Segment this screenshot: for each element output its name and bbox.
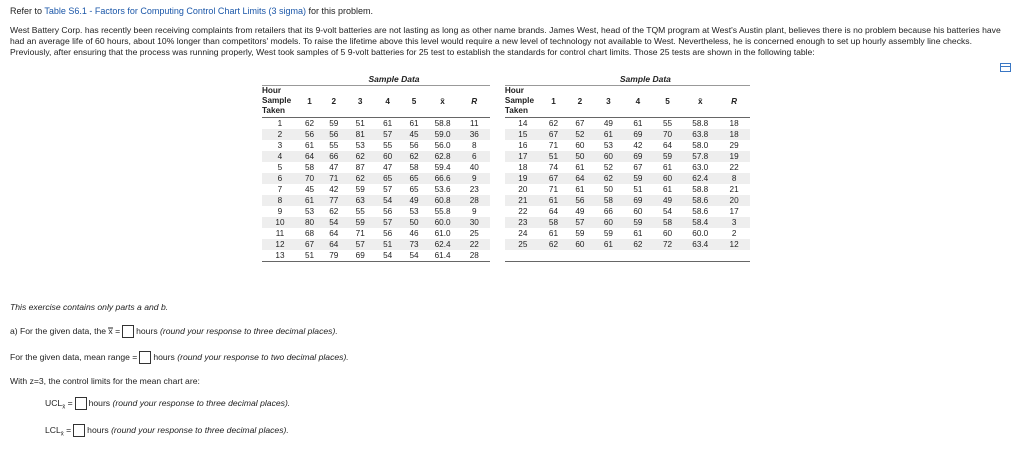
sample-value-cell: 79 — [321, 250, 346, 262]
table-row — [262, 228, 750, 239]
sample-value-cell: 67 — [298, 239, 321, 250]
table-view-icon[interactable] — [1000, 63, 1011, 72]
column-header-row — [262, 86, 750, 118]
sample-value-cell: 67 — [541, 173, 566, 184]
mean-cell: 60.0 — [427, 217, 459, 228]
sample-value-cell: 56 — [409, 140, 419, 150]
hour-cell: 22 — [518, 206, 528, 216]
sample-value-cell: 51 — [346, 118, 373, 130]
sample-value-cell: 56 — [383, 206, 393, 216]
range-cell: 22 — [458, 239, 490, 250]
column-header: 2 — [321, 86, 346, 118]
sample-value-cell: 56 — [298, 129, 321, 140]
mean-cell: 60.8 — [427, 195, 459, 206]
sample-value-cell: 70 — [298, 173, 321, 184]
sample-value-cell: 50 — [401, 217, 426, 228]
column-header: 3 — [594, 86, 624, 118]
sample-value-cell: 62 — [623, 239, 653, 250]
sample-value-cell: 58 — [594, 195, 624, 206]
range-hint: (round your response to two decimal places). — [177, 351, 349, 362]
sample-value-cell: 64 — [548, 206, 559, 216]
range-cell: 9 — [471, 206, 477, 216]
sample-value-cell: 71 — [548, 184, 559, 194]
sample-value-cell: 58 — [409, 162, 419, 172]
gap-cell — [490, 151, 505, 162]
ucl-equals: = — [65, 397, 73, 408]
sample-value-cell: 60 — [594, 151, 624, 162]
sample-value-cell: 60 — [633, 206, 643, 216]
sample-value-cell: 56 — [321, 129, 346, 140]
sample-value-cell: 51 — [298, 250, 321, 262]
sample-value-cell: 54 — [401, 250, 426, 262]
range-cell: 11 — [458, 118, 490, 130]
hour-cell: 23 — [505, 217, 541, 228]
sample-value-cell: 59 — [321, 118, 346, 130]
sample-value-cell: 61 — [662, 162, 673, 172]
column-header: R — [458, 86, 490, 118]
lcl-hint: (round your response to three decimal places). — [111, 424, 289, 435]
mean-cell: 62.4 — [682, 173, 718, 184]
sample-value-cell: 61 — [541, 195, 566, 206]
mean-cell: 63.4 — [682, 239, 718, 250]
sample-value-cell: 42 — [633, 140, 643, 150]
sample-value-cell: 46 — [409, 228, 419, 238]
sample-value-cell: 77 — [321, 195, 346, 206]
sample-value-cell: 54 — [662, 206, 673, 216]
sample-value-cell: 65 — [401, 173, 426, 184]
mean-cell: 62.8 — [427, 151, 459, 162]
column-header: 5 — [401, 86, 426, 118]
range-cell: 9 — [458, 173, 490, 184]
sample-value-cell: 54 — [321, 217, 346, 228]
range-cell: 28 — [458, 250, 490, 262]
mean-cell: 63.0 — [692, 162, 709, 172]
range-cell: 17 — [729, 206, 739, 216]
sample-value-cell: 62 — [401, 151, 426, 162]
hour-cell: 17 — [505, 151, 541, 162]
sample-value-cell: 53 — [304, 206, 315, 216]
sample-value-cell: 50 — [603, 184, 613, 194]
sample-value-cell: 51 — [633, 184, 643, 194]
sample-data-label-right: Sample Data — [541, 73, 750, 86]
sample-value-cell: 55 — [383, 140, 393, 150]
hour-cell: 21 — [505, 195, 541, 206]
sample-value-cell: 57 — [346, 239, 373, 250]
sample-value-cell: 87 — [355, 162, 365, 172]
column-header: 2 — [566, 86, 593, 118]
gap-cell — [490, 184, 505, 195]
sample-value-cell: 50 — [566, 151, 593, 162]
sample-value-cell: 69 — [623, 151, 653, 162]
mean-cell: 58.6 — [682, 195, 718, 206]
hour-cell: 19 — [505, 173, 541, 184]
sample-value-cell: 64 — [321, 239, 346, 250]
question-a-unit: hours — [136, 325, 158, 336]
empty-cell — [566, 250, 593, 262]
gap-cell — [490, 195, 505, 206]
column-header: 4 — [623, 86, 653, 118]
exercise-note — [10, 302, 168, 312]
sample-value-cell: 74 — [548, 162, 559, 172]
range-cell: 29 — [729, 140, 739, 150]
hour-cell: 10 — [262, 217, 298, 228]
sample-value-cell: 61 — [594, 129, 624, 140]
table-row — [262, 151, 750, 162]
ucl-unit: hours — [88, 397, 111, 408]
hour-cell: 18 — [518, 162, 528, 172]
sample-value-cell: 45 — [401, 129, 426, 140]
sample-value-cell: 73 — [401, 239, 426, 250]
column-header: Hour Sample Taken — [505, 86, 541, 118]
gap-cell — [490, 86, 505, 118]
gap-cell — [490, 228, 505, 239]
range-cell: 23 — [469, 184, 479, 194]
sample-value-cell: 67 — [566, 118, 593, 130]
sample-value-cell: 53 — [409, 206, 419, 216]
reference-suffix: for this problem. — [305, 6, 373, 16]
empty-cell — [541, 250, 566, 262]
table-row — [262, 206, 750, 217]
column-header: 1 — [298, 86, 321, 118]
mean-cell: 63.8 — [682, 129, 718, 140]
sample-value-cell: 58 — [541, 217, 566, 228]
column-header: x̄ — [682, 86, 718, 118]
sample-value-cell: 59 — [603, 228, 613, 238]
sample-value-cell: 52 — [603, 162, 613, 172]
mean-cell: 53.6 — [434, 184, 451, 194]
mean-cell: 59.4 — [434, 162, 451, 172]
lcl-label: LCL — [45, 424, 61, 435]
sample-value-cell: 57 — [383, 184, 393, 194]
sample-value-cell: 60 — [566, 239, 593, 250]
hour-cell: 14 — [505, 118, 541, 130]
sample-value-cell: 69 — [623, 129, 653, 140]
gap-cell — [490, 217, 505, 228]
gap-cell — [490, 140, 505, 151]
sample-value-cell: 61 — [575, 162, 585, 172]
hour-cell: 3 — [277, 140, 283, 150]
mean-cell: 61.4 — [427, 250, 459, 262]
gap-cell — [490, 118, 505, 130]
column-header: 1 — [541, 86, 566, 118]
hour-cell: 16 — [518, 140, 528, 150]
ucl-answer-input[interactable] — [75, 397, 87, 410]
mean-cell: 58.8 — [427, 118, 459, 130]
range-cell: 20 — [718, 195, 750, 206]
hour-cell: 25 — [505, 239, 541, 250]
range-cell: 22 — [729, 162, 739, 172]
mean-cell: 62.4 — [427, 239, 459, 250]
hour-cell: 4 — [262, 151, 298, 162]
ucl-hint: (round your response to three decimal places). — [112, 397, 291, 408]
sample-value-cell: 59 — [346, 217, 373, 228]
sample-value-cell: 51 — [541, 151, 566, 162]
table-row — [262, 239, 750, 250]
hour-cell: 8 — [262, 195, 298, 206]
sample-value-cell: 62 — [329, 206, 339, 216]
sample-value-cell: 55 — [329, 140, 339, 150]
hour-cell: 13 — [262, 250, 298, 262]
gap-cell — [490, 162, 505, 173]
gap-cell — [490, 73, 505, 86]
sample-value-cell: 57 — [374, 217, 401, 228]
mean-cell: 58.8 — [692, 184, 709, 194]
gap-cell — [490, 173, 505, 184]
range-cell: 18 — [718, 129, 750, 140]
empty-cell — [594, 250, 624, 262]
sample-value-cell: 57 — [374, 129, 401, 140]
blank-cell — [505, 73, 541, 86]
lcl-question — [45, 424, 289, 437]
question-a-prefix: a) For the given data, the x̿ = — [10, 325, 121, 336]
sample-value-cell: 58 — [304, 162, 315, 172]
sample-value-cell: 80 — [298, 217, 321, 228]
range-cell: 28 — [458, 195, 490, 206]
question-a-hint: (round your response to three decimal places). — [160, 325, 338, 336]
problem-reference — [10, 6, 373, 16]
sample-value-cell: 59 — [623, 173, 653, 184]
sample-value-cell: 63 — [346, 195, 373, 206]
range-cell: 18 — [718, 118, 750, 130]
sample-value-cell: 62 — [346, 151, 373, 162]
sample-value-cell: 47 — [383, 162, 393, 172]
mean-cell: 58.8 — [682, 118, 718, 130]
sample-value-cell: 71 — [321, 173, 346, 184]
sample-value-cell: 47 — [329, 162, 339, 172]
sample-value-cell: 68 — [304, 228, 315, 238]
mean-cell: 59.0 — [427, 129, 459, 140]
range-cell: 40 — [469, 162, 479, 172]
mean-cell: 55.8 — [434, 206, 451, 216]
sample-value-cell: 49 — [594, 118, 624, 130]
table-row — [262, 184, 750, 195]
empty-cell — [505, 250, 541, 262]
table-row — [262, 250, 750, 262]
sample-value-cell: 61 — [374, 118, 401, 130]
sample-value-cell: 64 — [566, 173, 593, 184]
range-cell: 3 — [718, 217, 750, 228]
sample-value-cell: 53 — [603, 140, 613, 150]
sample-value-cell: 64 — [662, 140, 673, 150]
sample-value-cell: 81 — [346, 129, 373, 140]
sample-value-cell: 49 — [575, 206, 585, 216]
exercise-note-text: This exercise contains only parts a and b. — [10, 302, 169, 312]
mean-cell: 56.0 — [434, 140, 451, 150]
sample-value-cell: 53 — [355, 140, 365, 150]
factors-table-link[interactable]: Table S6.1 - Factors for Computing Control Chart Limits (3 sigma) — [44, 6, 306, 16]
range-cell: 2 — [731, 228, 737, 238]
sample-value-cell: 69 — [623, 195, 653, 206]
table-row — [262, 173, 750, 184]
sample-value-cell: 54 — [374, 250, 401, 262]
question-range — [10, 351, 349, 364]
sample-data-label-left: Sample Data — [298, 73, 490, 86]
mean-cell: 66.6 — [427, 173, 459, 184]
reference-prefix: Refer to — [10, 6, 45, 16]
mean-cell: 58.4 — [682, 217, 718, 228]
sample-value-cell: 67 — [633, 162, 643, 172]
sample-value-cell: 59 — [623, 217, 653, 228]
table-row — [262, 140, 750, 151]
problem-description: West Battery Corp. has recently been receiving complaints from retailers that its 9-volt batteries are not lasting as long as other name brands. James West, head of the TQM program at West's Austin plant, believes there is no problem because his batteries have had an average life of 60 hours, about 10% longer than competitors' models. To raise the lifetime above this level would require a new level of technology not available to West. Nevertheless, he is concerned enough to set up hourly assembly line checks. Previously, after ensuring that the process was running properly, West took samples of 5 9-volt batteries for 25 test to establish the standards for control chart limits. Those 25 tests are shown in the following table: — [10, 25, 1001, 57]
control-limits-intro: With z=3, the control limits for the mean chart are: — [10, 376, 200, 386]
hour-cell: 9 — [277, 206, 283, 216]
sample-value-cell: 61 — [298, 195, 321, 206]
column-header: x̄ — [427, 86, 459, 118]
sample-value-cell: 61 — [633, 228, 643, 238]
column-header: 5 — [653, 86, 683, 118]
sample-value-cell: 61 — [401, 118, 426, 130]
blank-cell — [262, 73, 298, 86]
sample-value-cell: 55 — [653, 118, 683, 130]
sample-value-cell: 72 — [653, 239, 683, 250]
sample-value-cell: 56 — [383, 228, 393, 238]
hour-cell: 12 — [262, 239, 298, 250]
sample-value-cell: 61 — [594, 239, 624, 250]
table-row — [262, 129, 750, 140]
table-row — [262, 118, 750, 130]
column-header: Hour Sample Taken — [262, 86, 298, 118]
ucl-label: UCL — [45, 397, 63, 408]
sample-value-cell: 62 — [298, 118, 321, 130]
range-cell: 30 — [458, 217, 490, 228]
sample-value-cell: 45 — [304, 184, 315, 194]
range-cell: 8 — [718, 173, 750, 184]
hour-cell: 11 — [275, 228, 285, 238]
sample-value-cell: 67 — [541, 129, 566, 140]
sample-data-table — [262, 73, 750, 262]
gap-cell — [490, 206, 505, 217]
ucl-subscript: x̄ — [62, 404, 66, 411]
sample-value-cell: 66 — [603, 206, 613, 216]
range-cell: 8 — [471, 140, 477, 150]
sample-value-cell: 62 — [541, 118, 566, 130]
range-cell: 19 — [718, 151, 750, 162]
hour-cell: 7 — [277, 184, 283, 194]
mean-range-answer-input[interactable] — [139, 351, 151, 364]
column-header: 3 — [346, 86, 373, 118]
sample-value-cell: 60 — [594, 217, 624, 228]
sample-value-cell: 71 — [548, 140, 559, 150]
sample-value-cell: 61 — [623, 118, 653, 130]
range-cell: 12 — [718, 239, 750, 250]
range-cell: 25 — [469, 228, 479, 238]
sample-value-cell: 62 — [594, 173, 624, 184]
sample-value-cell: 60 — [575, 140, 585, 150]
sample-data-header-row — [262, 73, 750, 86]
table-row — [262, 217, 750, 228]
empty-cell — [718, 250, 750, 262]
range-cell: 36 — [458, 129, 490, 140]
sample-value-cell: 69 — [346, 250, 373, 262]
sample-value-cell: 65 — [409, 184, 419, 194]
column-header: R — [718, 86, 750, 118]
hour-cell: 6 — [262, 173, 298, 184]
sample-value-cell: 54 — [374, 195, 401, 206]
sample-value-cell: 59 — [575, 228, 585, 238]
range-unit: hours — [153, 351, 175, 362]
mean-cell: 57.8 — [682, 151, 718, 162]
empty-cell — [653, 250, 683, 262]
sample-value-cell: 62 — [541, 239, 566, 250]
sample-value-cell: 60 — [374, 151, 401, 162]
sample-value-cell: 70 — [653, 129, 683, 140]
x-double-bar-answer-input[interactable] — [122, 325, 134, 338]
ucl-question — [45, 397, 290, 410]
sample-value-cell: 60 — [662, 228, 673, 238]
sample-value-cell: 59 — [355, 184, 365, 194]
range-cell: 6 — [458, 151, 490, 162]
question-a — [10, 325, 338, 338]
gap-cell — [490, 239, 505, 250]
table-row — [262, 162, 750, 173]
lcl-unit: hours — [87, 424, 109, 435]
lcl-answer-input[interactable] — [73, 424, 85, 437]
sample-value-cell: 60 — [653, 173, 683, 184]
sample-value-cell: 51 — [374, 239, 401, 250]
hour-cell: 24 — [518, 228, 528, 238]
sample-value-cell: 56 — [566, 195, 593, 206]
sample-value-cell: 57 — [566, 217, 593, 228]
sample-value-cell: 52 — [566, 129, 593, 140]
range-prefix: For the given data, mean range = — [10, 351, 138, 362]
lcl-equals: = — [63, 424, 72, 435]
lcl-subscript: x̄ — [60, 431, 64, 438]
hour-cell: 15 — [505, 129, 541, 140]
mean-cell: 60.0 — [692, 228, 709, 238]
mean-cell: 58.0 — [692, 140, 709, 150]
column-header: 4 — [374, 86, 401, 118]
gap-cell — [490, 129, 505, 140]
hour-cell: 20 — [518, 184, 528, 194]
sample-value-cell: 71 — [355, 228, 365, 238]
sample-value-cell: 61 — [548, 228, 559, 238]
sample-value-cell: 62 — [346, 173, 373, 184]
range-cell: 21 — [729, 184, 739, 194]
sample-value-cell: 49 — [401, 195, 426, 206]
sample-value-cell: 65 — [374, 173, 401, 184]
sample-value-cell: 61 — [662, 184, 673, 194]
hour-cell: 1 — [262, 118, 298, 130]
sample-value-cell: 66 — [321, 151, 346, 162]
sample-value-cell: 55 — [355, 206, 365, 216]
sample-value-cell: 49 — [653, 195, 683, 206]
sample-value-cell: 61 — [575, 184, 585, 194]
sample-value-cell: 64 — [298, 151, 321, 162]
sample-value-cell: 64 — [329, 228, 339, 238]
table-row — [262, 195, 750, 206]
hour-cell: 2 — [262, 129, 298, 140]
empty-cell — [682, 250, 718, 262]
sample-value-cell: 42 — [329, 184, 339, 194]
sample-value-cell: 61 — [304, 140, 315, 150]
sample-value-cell: 59 — [653, 151, 683, 162]
hour-cell: 5 — [277, 162, 283, 172]
empty-cell — [623, 250, 653, 262]
sample-value-cell: 58 — [653, 217, 683, 228]
mean-cell: 61.0 — [434, 228, 451, 238]
mean-cell: 58.6 — [692, 206, 709, 216]
gap-cell — [490, 250, 505, 262]
